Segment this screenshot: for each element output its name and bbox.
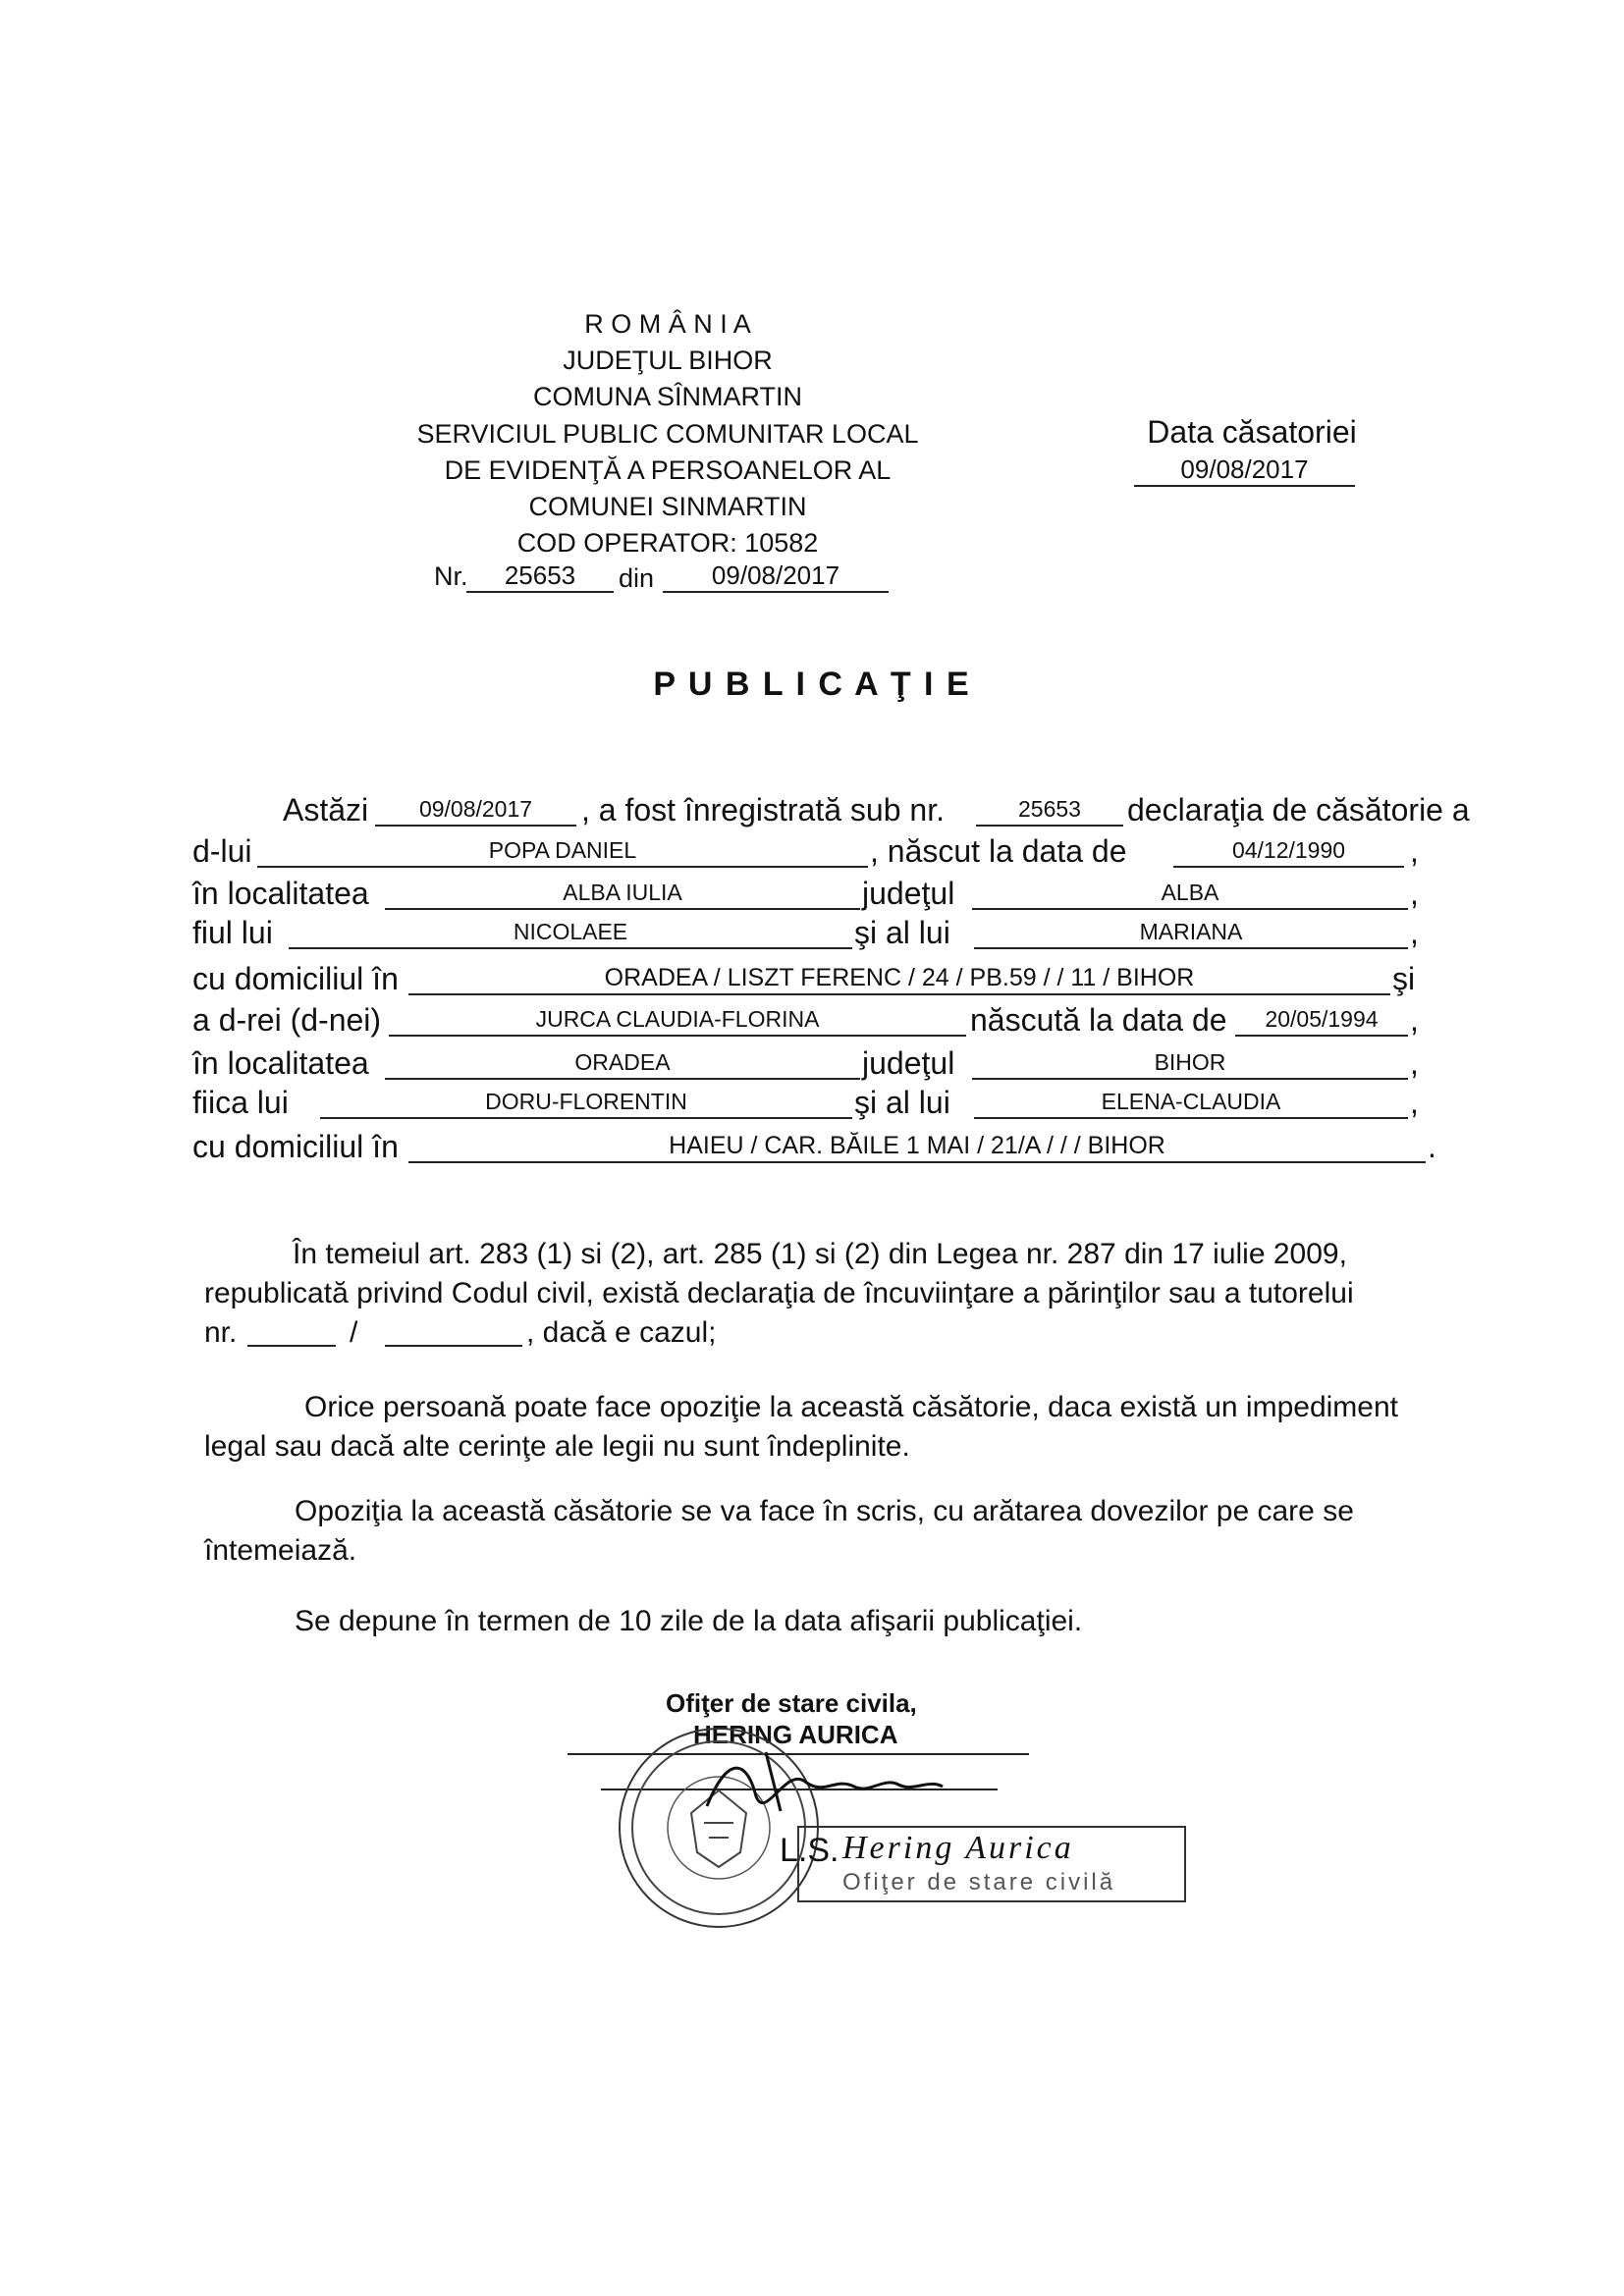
groom-address: ORADEA / LISZT FERENC / 24 / PB.59 / / 11 / BIHOR <box>408 962 1390 995</box>
bride-address: HAIEU / CAR. BĂILE 1 MAI / 21/A / / / BIHOR <box>408 1130 1426 1163</box>
officer-name: HERING AURICA <box>693 1720 898 1749</box>
groom-father: NICOLAEE <box>289 916 852 949</box>
registered-label: , a fost înregistrată sub nr. <box>581 792 945 828</box>
comma: , <box>1410 833 1419 869</box>
paragraph-1-date-line <box>385 1345 522 1347</box>
fiica-label: fiica lui <box>192 1085 289 1120</box>
paragraph-1-slash: / <box>350 1316 358 1349</box>
name-stamp-role: Ofiţer de stare civilă <box>842 1869 1116 1896</box>
period: . <box>1428 1129 1436 1164</box>
comma: , <box>1410 876 1419 911</box>
header-din-label: din <box>619 563 655 593</box>
paragraph-1-end: , dacă e cazul; <box>526 1316 717 1349</box>
handwritten-signature-icon <box>687 1737 982 1826</box>
paragraph-3-line-1: Opoziţia la această căsătorie se va face în scris, cu arătarea dovezilor pe care se <box>295 1495 1354 1527</box>
born-label: , născut la data de <box>870 833 1127 869</box>
marriage-date-label: Data căsatoriei <box>1147 414 1357 450</box>
header-nr-value: 25653 <box>466 560 614 593</box>
paragraph-1-line-2: republicată privind Codul civil, există declaraţia de încuviinţare a părinţilor sau a tutorelui <box>204 1277 1354 1309</box>
groom-localitatea-label: în localitatea <box>192 876 369 911</box>
header-commune: COMUNA SÎNMARTIN <box>532 382 803 411</box>
bride-localitatea-label: în localitatea <box>192 1045 369 1081</box>
bride-mother: ELENA-CLAUDIA <box>974 1086 1408 1119</box>
reg-nr: 25653 <box>976 793 1123 827</box>
astazi-label: Astăzi <box>283 792 369 828</box>
header-service-3: COMUNEI SINMARTIN <box>528 492 807 521</box>
astazi-value: 09/08/2017 <box>375 793 576 827</box>
header-county: JUDEŢUL BIHOR <box>563 346 773 375</box>
groom-name: POPA DANIEL <box>257 834 868 868</box>
header-service-1: SERVICIUL PUBLIC COMUNITAR LOCAL <box>416 419 919 449</box>
bride-domiciliul-label: cu domiciliul în <box>192 1129 399 1164</box>
comma: , <box>1410 1002 1419 1038</box>
bride-judetul-label: judeţul <box>862 1045 955 1081</box>
dlui-label: d-lui <box>192 833 252 869</box>
header-nr-label: Nr. <box>434 561 468 591</box>
groom-birth: 04/12/1990 <box>1173 834 1404 868</box>
paragraph-2-line-1: Orice persoană poate face opoziţie la această căsătorie, daca există un impediment <box>304 1391 1398 1423</box>
paragraph-2-line-2: legal sau dacă alte cerinţe ale legii nu sunt îndeplinite. <box>204 1430 910 1463</box>
bride-locality: ORADEA <box>385 1046 860 1080</box>
groom-domiciliul-label: cu domiciliul în <box>192 961 399 996</box>
page-title: P U B L I C A Ţ I E <box>653 666 971 703</box>
bride-father: DORU-FLORENTIN <box>320 1086 852 1119</box>
officer-title: Ofiţer de stare civila, <box>666 1688 917 1718</box>
paragraph-1-line-1: În temeiul art. 283 (1) si (2), art. 285 (1) si (2) din Legea nr. 287 din 17 iulie 2009, <box>293 1238 1347 1270</box>
ls-label: L.S. <box>780 1832 839 1869</box>
bride-birth: 20/05/1994 <box>1235 1003 1408 1037</box>
groom-mother: MARIANA <box>974 916 1408 949</box>
marriage-date-value: 09/08/2017 <box>1134 454 1355 487</box>
drei-label: a d-rei (d-nei) <box>192 1002 382 1038</box>
comma: , <box>1410 1085 1419 1120</box>
bride-name: JURCA CLAUDIA-FLORINA <box>389 1003 966 1037</box>
declaration-label: declaraţia de căsătorie a <box>1127 792 1470 828</box>
comma: , <box>1410 1045 1419 1081</box>
bride-county: BIHOR <box>972 1046 1408 1080</box>
paragraph-3-line-2: întemeiază. <box>204 1534 357 1567</box>
paragraph-4: Se depune în termen de 10 zile de la data afişarii publicaţiei. <box>295 1605 1083 1637</box>
fiul-label: fiul lui <box>192 915 273 950</box>
groom-judetul-label: judeţul <box>862 876 955 911</box>
si-label: şi <box>1392 961 1416 996</box>
si-al-lui-label: şi al lui <box>854 915 950 950</box>
paragraph-1-nr-line <box>247 1345 336 1347</box>
paragraph-1-nr: nr. <box>204 1316 238 1349</box>
groom-county: ALBA <box>972 877 1408 910</box>
bride-si-al-lui-label: şi al lui <box>854 1085 950 1120</box>
header-service-2: DE EVIDENŢĂ A PERSOANELOR AL <box>444 455 892 485</box>
name-stamp-name: Hering Aurica <box>842 1830 1074 1866</box>
comma: , <box>1410 915 1419 950</box>
groom-locality: ALBA IULIA <box>385 877 860 910</box>
born-f-label: născută la data de <box>970 1002 1227 1038</box>
name-stamp-box <box>797 1826 1186 1902</box>
header-din-value: 09/08/2017 <box>663 560 889 593</box>
header-operator-code: COD OPERATOR: 10582 <box>516 528 819 558</box>
header-country: R O M Â N I A <box>584 309 751 339</box>
